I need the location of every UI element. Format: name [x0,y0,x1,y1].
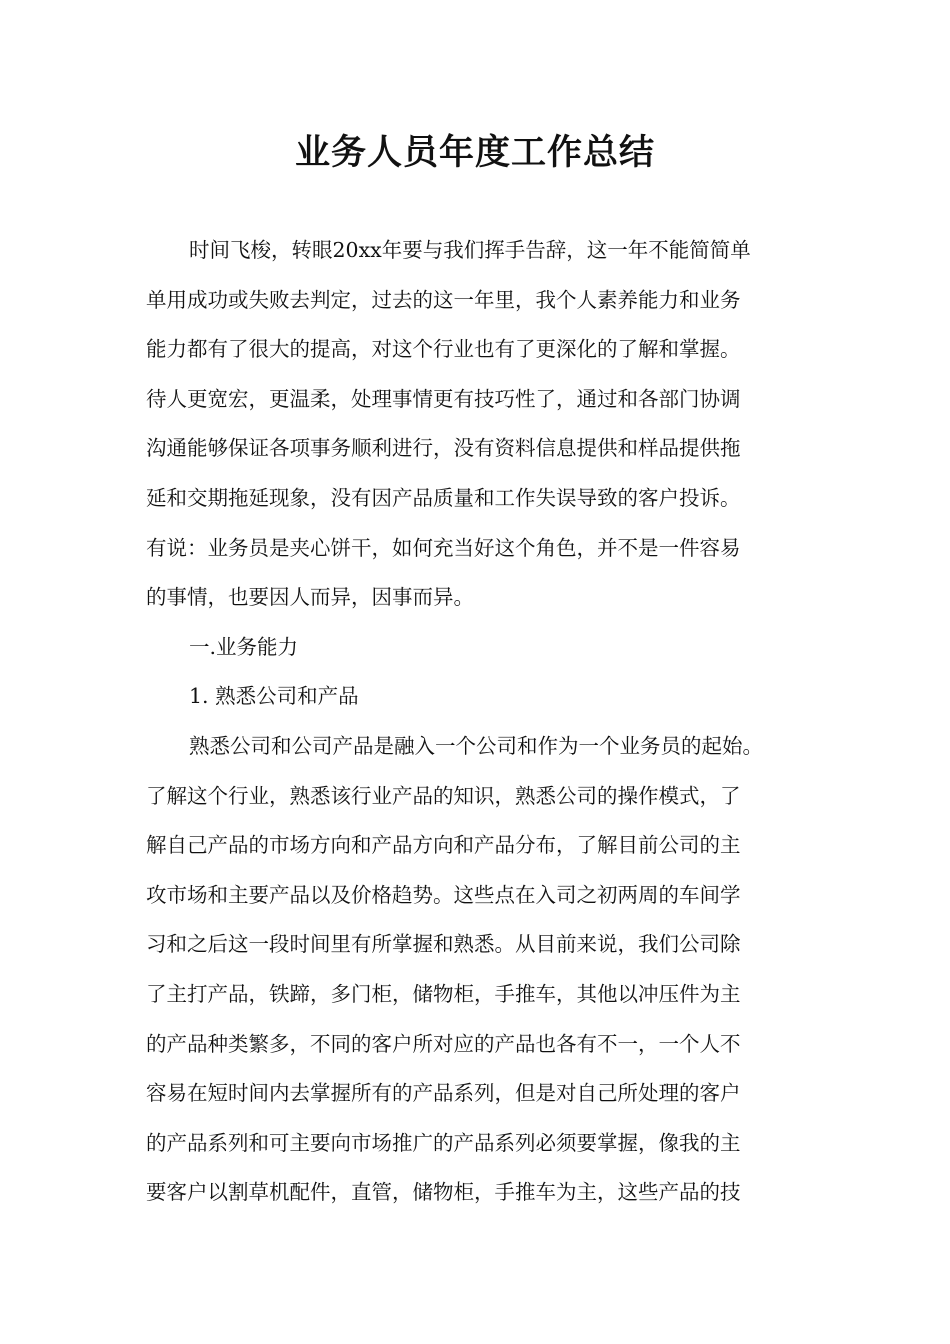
paragraph-line: 待人更宽宏，更温柔，处理事情更有技巧性了，通过和各部门协调 [146,386,741,411]
paragraph-line: 单用成功或失败去判定，过去的这一年里，我个人素养能力和业务 [146,287,741,312]
paragraph-line: 要客户以割草机配件，直管，储物柜，手推车为主，这些产品的技 [146,1180,741,1205]
paragraph-line: 熟悉公司和公司产品是融入一个公司和作为一个业务员的起始。 [189,733,763,758]
paragraph-line: 有说：业务员是夹心饼干，如何充当好这个角色，并不是一件容易 [146,535,741,560]
paragraph-line: 的产品系列和可主要向市场推广的产品系列必须要掌握，像我的主 [146,1130,741,1155]
document-title: 业务人员年度工作总结 [294,133,655,173]
document-body [146,226,826,1218]
paragraph-line: 解自己产品的市场方向和产品方向和产品分布，了解目前公司的主 [146,833,741,858]
paragraph-line: 攻市场和主要产品以及价格趋势。这些点在入司之初两周的车间学 [146,882,741,907]
paragraph-line: 容易在短时间内去掌握所有的产品系列，但是对自己所处理的客户 [146,1081,741,1106]
paragraph-line: 沟通能够保证各项事务顺利进行，没有资料信息提供和样品提供拖 [146,436,741,461]
paragraph-line: 了解这个行业，熟悉该行业产品的知识，熟悉公司的操作模式，了 [146,783,741,808]
paragraph-line: 延和交期拖延现象，没有因产品质量和工作失误导致的客户投诉。 [146,485,741,510]
paragraph-line: 时间飞梭，转眼20xx年要与我们挥手告辞，这一年不能简简单 [189,238,751,262]
section-heading: 一.业务能力 [189,634,299,659]
paragraph-line: 能力都有了很大的提高，对这个行业也有了更深化的了解和掌握。 [146,337,741,362]
subsection-heading: 1. 熟悉公司和产品 [189,684,359,709]
paragraph-line: 了主打产品，铁蹄，多门柜，储物柜，手推车，其他以冲压件为主 [146,981,741,1006]
paragraph-line: 的事情，也要因人而异，因事而异。 [146,585,474,610]
paragraph-line: 的产品种类繁多，不同的客户所对应的产品也各有不一，一个人不 [146,1031,741,1056]
paragraph-line: 习和之后这一段时间里有所掌握和熟悉。从目前来说，我们公司除 [146,932,741,957]
